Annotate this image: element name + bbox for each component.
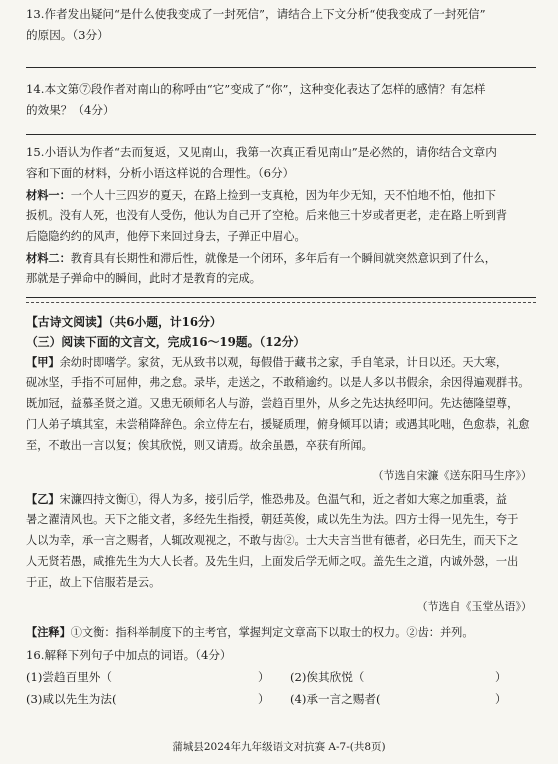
annotation-text: ①文衡：指科举制度下的主考官，掌握判定文章高下以取士的权力。②齿：并列。 bbox=[70, 626, 474, 639]
material-1-text: 一个人十三四岁的夏天，在路上捡到一支真枪，因为年少无知，天不怕地不怕，他扣下 bbox=[70, 189, 496, 202]
vocab-item-2-close: ） bbox=[495, 670, 507, 684]
material-1-line-2: 扳机。没有人死，也没有人受伤，他认为自己开了空枪。后来他三十岁或者更老，走在路上听到背 bbox=[26, 209, 508, 222]
passage-yi-line-4: 人无贤若愚，咸推先生为大人长者。及先生归，上面发后学无师之叹。盖先生之道，内诚外愨，一出 bbox=[26, 555, 519, 568]
passage-yi-label: 【乙】 bbox=[26, 492, 60, 506]
question-15-line-2: 容和下面的材料，分析小语这样说的合理性。（6分） bbox=[26, 166, 295, 180]
question-15-line-1: 15.小语认为作者“去而复返，又见南山，我第一次真正看见南山”是必然的，请你结合文章内 bbox=[26, 145, 497, 159]
section-divider bbox=[26, 302, 536, 303]
passage-jia-label: 【甲】 bbox=[26, 355, 60, 369]
answer-line bbox=[26, 297, 536, 298]
passage-yi-text: 宋濂四持文衡①，得人为多，接引后学，惟恐弗及。色温气和，近之者如大寒之加重裘，益 bbox=[59, 493, 508, 506]
annotation bbox=[26, 622, 536, 644]
question-14-line-1: 14.本文第⑦段作者对南山的称呼由“它”变成了“你”，这种变化表达了怎样的感情？有怎样 bbox=[26, 82, 486, 96]
passage-yi-line-1 bbox=[26, 489, 536, 511]
question-13-line-1: 13.作者发出疑问“是什么使我变成了一封死信”，请结合上下文分析“使我变成了一封死信” bbox=[26, 7, 486, 21]
vocab-item-4: (4)承一言之赐者( bbox=[290, 692, 381, 706]
question-16-title: 16.解释下列句子中加点的词语。（4分） bbox=[26, 648, 232, 662]
material-1-line-1 bbox=[26, 185, 536, 207]
material-1-line-3: 后隐隐约约的风声，他停下来回过身去，子弹正中眉心。 bbox=[26, 230, 306, 243]
answer-line bbox=[26, 67, 536, 68]
material-2-line-2: 那就是子弹命中的瞬间，此时才是教育的完成。 bbox=[26, 272, 261, 285]
material-2-label: 材料二： bbox=[26, 251, 71, 265]
section-title: 【古诗文阅读】（共6小题，计16分） bbox=[26, 315, 222, 329]
passage-jia-line-3: 既加冠，益慕圣贤之道。又患无硕师名人与游，尝趋百里外，从乡之先达执经叩问。先达德隆望尊， bbox=[26, 397, 519, 410]
vocab-item-4-close: ） bbox=[495, 692, 507, 706]
passage-yi-line-5: 于正，故上下信服若是云。 bbox=[26, 576, 161, 589]
vocab-item-3: (3)咸以先生为法( bbox=[26, 692, 117, 706]
question-13-line-2: 的原因。（3分） bbox=[26, 28, 109, 42]
passage-jia-line-1 bbox=[26, 352, 536, 374]
passage-jia-line-5: 至，不敢出一言以复；俟其欣悦，则又请焉。故余虽愚，卒获有所闻。 bbox=[26, 439, 373, 452]
vocab-item-1-close: ） bbox=[258, 670, 270, 684]
vocab-item-2: (2)俟其欣悦（ bbox=[290, 670, 365, 684]
answer-line bbox=[26, 134, 536, 135]
passage-jia-text: 余幼时即嗜学。家贫，无从致书以观，每假借于藏书之家，手自笔录，计日以还。天大寒， bbox=[59, 356, 508, 369]
vocab-item-1: (1)尝趋百里外（ bbox=[26, 670, 112, 684]
sub-section-title: （三）阅读下面的文言文，完成16～19题。（12分） bbox=[26, 335, 306, 349]
passage-jia-line-2: 砚冰坚，手指不可屈伸，弗之怠。录毕，走送之，不敢稍逾约。以是人多以书假余，余因得遍观群书。 bbox=[26, 376, 530, 389]
material-1-label: 材料一： bbox=[26, 188, 71, 202]
passage-jia-source: （节选自宋濂《送东阳马生序》） bbox=[372, 469, 532, 482]
question-14-line-2: 的效果？（4分） bbox=[26, 103, 115, 117]
page-footer: 蒲城县2024年九年级语文对抗赛 A-7-(共8页) bbox=[172, 741, 386, 753]
passage-jia-line-4: 门人弟子填其室，未尝稍降辞色。余立侍左右，援疑质理，俯身倾耳以请；或遇其叱咄，色愈恭，礼愈 bbox=[26, 418, 530, 431]
passage-yi-line-3: 人以为幸，承一言之赐者，人辄改观视之，不敢与齿②。士大夫言当世有德者，必曰先生，而天下之 bbox=[26, 534, 519, 547]
material-2-text: 教育具有长期性和滞后性，就像是一个闭环，多年后有一个瞬间就突然意识到了什么， bbox=[70, 252, 496, 265]
passage-yi-line-2: 暑之濯清风也。天下之能文者，多经先生指授，朝廷英俊，咸以先生为法。四方士得一见先生，夸于 bbox=[26, 513, 519, 526]
material-2-line-1 bbox=[26, 248, 536, 270]
passage-yi-source: （节选自《玉堂丛语》） bbox=[416, 600, 532, 613]
annotation-label: 【注释】 bbox=[26, 625, 71, 639]
vocab-item-3-close: ） bbox=[258, 692, 270, 706]
